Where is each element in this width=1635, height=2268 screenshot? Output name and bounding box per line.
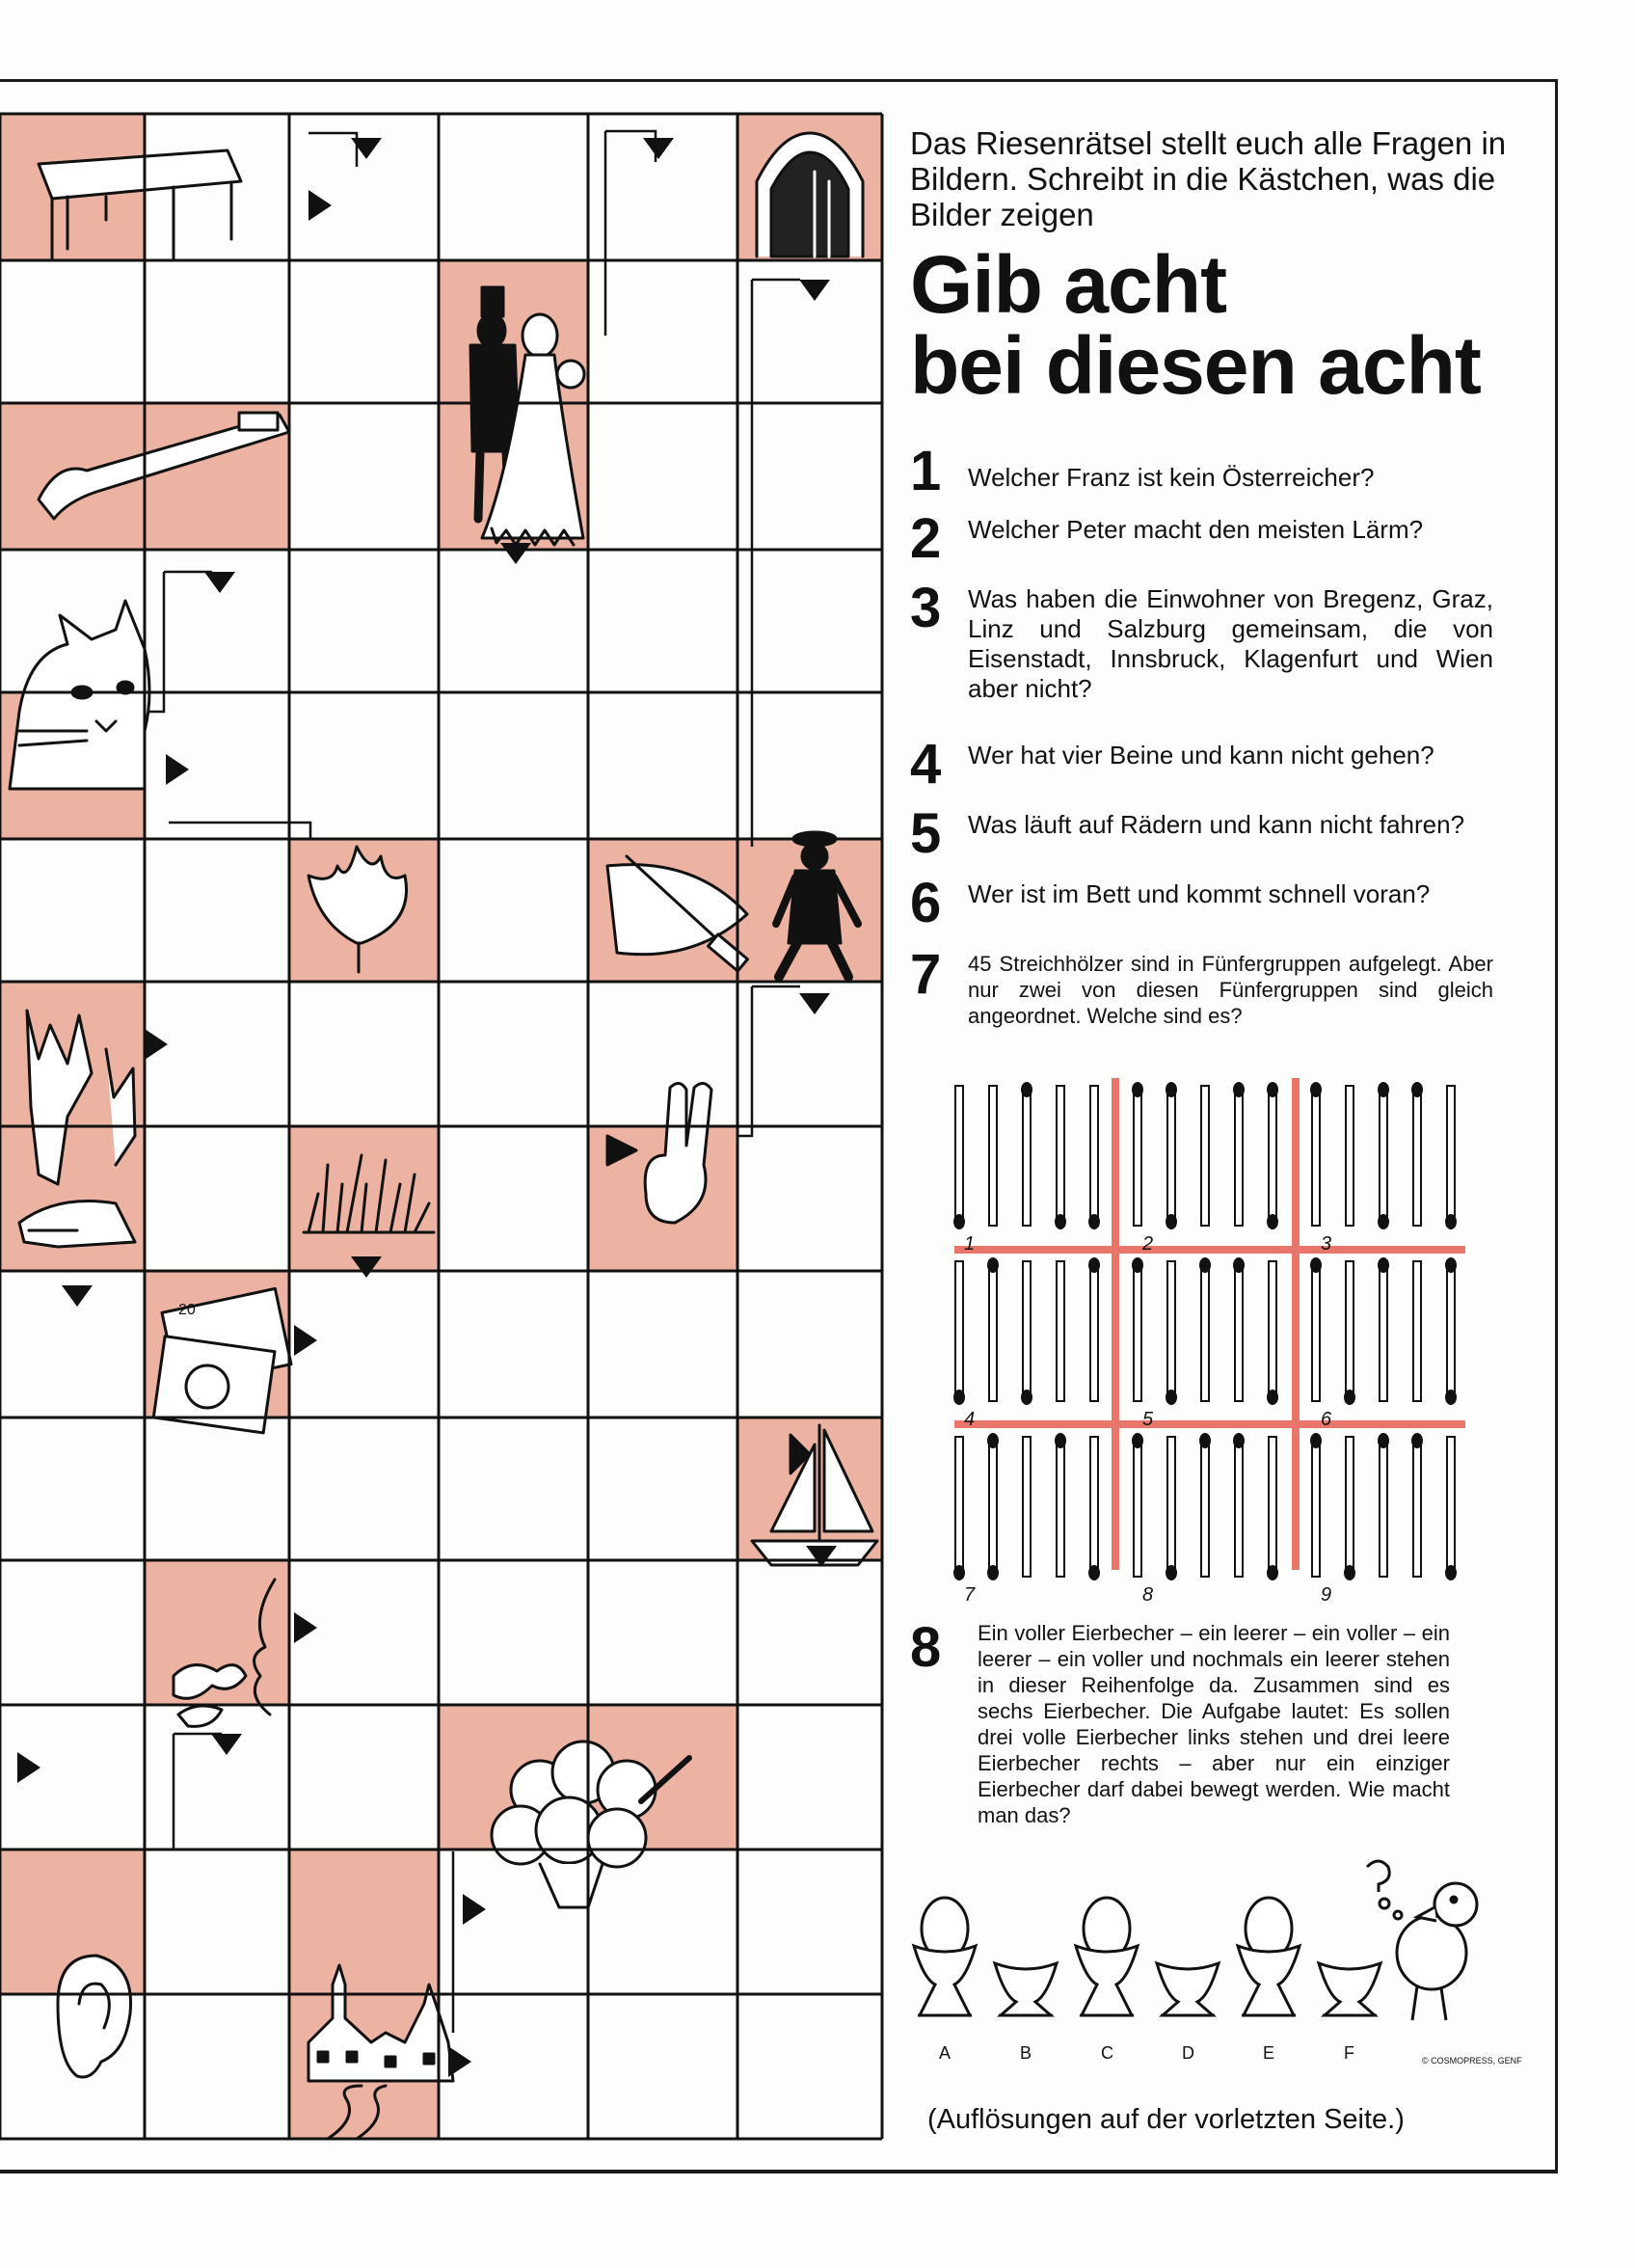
group-label: 4 xyxy=(964,1409,976,1430)
clue-arrow xyxy=(799,993,830,1014)
text-column xyxy=(910,125,1527,411)
matchstick xyxy=(955,1261,963,1401)
match-head xyxy=(1132,1082,1143,1097)
match-head xyxy=(1267,1082,1278,1097)
divider xyxy=(954,1420,1465,1428)
clue-arrow xyxy=(294,1325,317,1356)
clue-arrow xyxy=(500,543,531,564)
credit: © COSMOPRESS, GENF xyxy=(1422,2056,1522,2066)
match-head xyxy=(1166,1082,1177,1097)
group-label: 2 xyxy=(1142,1233,1154,1255)
clue-arrow xyxy=(211,1734,242,1755)
match-head xyxy=(1445,1257,1457,1273)
matchstick xyxy=(1134,1261,1141,1401)
matchstick xyxy=(1057,1261,1064,1401)
question-number: 8 xyxy=(910,1616,942,1679)
matchstick xyxy=(1134,1086,1141,1226)
match-head xyxy=(1310,1433,1322,1448)
egg-cup-E xyxy=(1238,1898,1300,2063)
matchstick xyxy=(989,1437,997,1577)
match-head xyxy=(953,1214,965,1229)
matchstick xyxy=(1057,1086,1064,1226)
matchstick xyxy=(989,1261,997,1401)
matchstick xyxy=(955,1086,963,1226)
matchstick xyxy=(989,1086,997,1226)
match-head xyxy=(1199,1257,1211,1273)
egg-cup-B xyxy=(995,1963,1057,2063)
match-head xyxy=(1088,1214,1100,1229)
matchstick xyxy=(955,1437,963,1577)
matchstick xyxy=(1090,1437,1098,1577)
egg-cup-label: D xyxy=(1182,2043,1194,2063)
matchstick xyxy=(1090,1086,1098,1226)
match-head xyxy=(953,1390,965,1405)
intro-text: Das Riesenrätsel stellt euch alle Fragen in Bildern. Schreibt in die Kästchen, was die Bilder zeigen xyxy=(910,125,1507,232)
egg-cup-label: C xyxy=(1101,2043,1113,2063)
clue-line xyxy=(308,133,357,167)
match-head xyxy=(1445,1214,1457,1229)
bottom-rule xyxy=(0,2170,1558,2173)
clue-arrow xyxy=(204,572,235,593)
question-text: Ein voller Eierbecher – ein leerer – ein voller – ein leerer – ein voller und nochmals ein leerer stehen in dieser Reihenfolge da. Zusammen sind es sechs Eierbecher. Die Aufgabe lautet: Es sollen drei volle Eierbecher links stehen und drei leere Eierbecher rechts – aber nur ein einziger Eierbecher darf dabei bewegt werden. Wie macht man das? xyxy=(978,1621,1450,1827)
match-head xyxy=(1267,1214,1278,1229)
matchstick xyxy=(1269,1261,1276,1401)
question-number: 7 xyxy=(910,943,942,1006)
match-head xyxy=(1445,1565,1457,1580)
match-head xyxy=(1310,1082,1322,1097)
group-label: 9 xyxy=(1321,1584,1332,1606)
matchstick xyxy=(1235,1437,1243,1577)
egg-cup-C xyxy=(1076,1898,1138,2063)
egg-cup-D xyxy=(1157,1963,1219,2063)
match-head xyxy=(1233,1082,1245,1097)
egg-cup-label: A xyxy=(939,2043,952,2063)
matchstick xyxy=(1413,1086,1421,1226)
question-number: 5 xyxy=(910,802,942,865)
egg-cup-label: B xyxy=(1020,2043,1032,2063)
clue-arrow xyxy=(448,2046,471,2077)
match-head xyxy=(1445,1390,1457,1405)
match-head xyxy=(953,1565,965,1580)
matchstick xyxy=(1269,1086,1276,1226)
matchstick xyxy=(1167,1437,1175,1577)
match-head xyxy=(987,1565,999,1580)
divider xyxy=(1292,1078,1300,1570)
match-head xyxy=(1378,1214,1389,1229)
matchstick xyxy=(1380,1261,1387,1401)
match-head xyxy=(1233,1433,1245,1448)
matchstick xyxy=(1167,1086,1175,1226)
match-head xyxy=(1132,1433,1143,1448)
match-head xyxy=(987,1433,999,1448)
match-head xyxy=(1166,1565,1177,1580)
match-head xyxy=(1088,1257,1100,1273)
question-number: 4 xyxy=(910,733,942,796)
matchstick xyxy=(1023,1437,1031,1577)
group-label: 8 xyxy=(1142,1584,1154,1606)
matchstick xyxy=(1312,1437,1320,1577)
clue-arrow xyxy=(17,1752,40,1783)
question-text: Was läuft auf Rädern und kann nicht fahren? xyxy=(968,810,1465,839)
clue-arrow xyxy=(166,754,189,785)
matchstick xyxy=(1201,1261,1209,1401)
egg-cup-label: F xyxy=(1344,2043,1354,2063)
match-head xyxy=(1310,1257,1322,1273)
match-head xyxy=(1055,1433,1066,1448)
match-head xyxy=(1344,1390,1355,1405)
match-head xyxy=(1055,1214,1066,1229)
divider xyxy=(954,1246,1465,1254)
group-label: 3 xyxy=(1321,1233,1332,1255)
clue-line xyxy=(605,131,656,162)
matchstick xyxy=(1447,1437,1455,1577)
matchstick-puzzle xyxy=(954,1078,1475,1606)
divider xyxy=(1112,1078,1119,1570)
match-head xyxy=(1166,1390,1177,1405)
clue-line xyxy=(737,986,752,1136)
group-label: 7 xyxy=(964,1584,976,1606)
matchstick xyxy=(1346,1261,1354,1401)
matchstick xyxy=(1023,1261,1031,1401)
ear-picture xyxy=(58,1956,131,2077)
clue-arrow xyxy=(145,1029,168,1060)
matchstick xyxy=(1023,1086,1031,1226)
question-number: 3 xyxy=(910,577,942,639)
question-text: Welcher Peter macht den meisten Lärm? xyxy=(968,515,1424,544)
match-head xyxy=(1267,1390,1278,1405)
matchstick xyxy=(1312,1261,1320,1401)
headline-line-1: Gib acht xyxy=(910,239,1227,330)
matchstick xyxy=(1090,1261,1098,1401)
match-head xyxy=(987,1257,999,1273)
match-head xyxy=(1132,1257,1143,1273)
clue-arrow xyxy=(308,190,332,221)
question-number: 6 xyxy=(910,872,942,934)
match-head xyxy=(1088,1565,1100,1580)
clue-arrow xyxy=(62,1285,93,1307)
crossword-grid xyxy=(0,114,897,2148)
match-head xyxy=(1378,1433,1389,1448)
matchstick xyxy=(1312,1086,1320,1226)
matchstick xyxy=(1134,1437,1141,1577)
match-head xyxy=(1021,1390,1032,1405)
match-head xyxy=(1411,1082,1423,1097)
matchstick xyxy=(1346,1086,1354,1226)
question-text: Wer ist im Bett und kommt schnell voran? xyxy=(968,879,1431,908)
group-label: 1 xyxy=(964,1233,976,1255)
svg-text:20: 20 xyxy=(178,1302,196,1318)
question-number: 1 xyxy=(910,440,942,502)
question-text: Wer hat vier Beine und kann nicht gehen? xyxy=(968,741,1434,770)
match-head xyxy=(1378,1082,1389,1097)
matchstick xyxy=(1413,1261,1421,1401)
headline xyxy=(910,239,1527,411)
match-head xyxy=(1411,1433,1423,1448)
egg-cup-label: E xyxy=(1263,2043,1275,2063)
match-head xyxy=(1267,1565,1278,1580)
matchstick xyxy=(1269,1437,1276,1577)
egg-cup-F xyxy=(1319,1963,1380,2063)
match-head xyxy=(1166,1214,1177,1229)
matchstick xyxy=(1201,1086,1209,1226)
question-number: 2 xyxy=(910,507,942,570)
matchstick xyxy=(1201,1437,1209,1577)
question-text: Was haben die Einwohner von Bregenz, Graz, Linz und Salzburg gemeinsam, die von Eisenstadt, Innsbruck, Klagenfurt und Wien aber nicht? xyxy=(968,584,1493,703)
egg-cup-puzzle xyxy=(906,1861,1523,2073)
matchstick xyxy=(1346,1437,1354,1577)
clue-arrow xyxy=(463,1894,486,1925)
chick-picture xyxy=(1367,1861,1477,2020)
clue-arrow xyxy=(799,280,830,301)
matchstick xyxy=(1235,1086,1243,1226)
matchstick xyxy=(1235,1261,1243,1401)
matchstick xyxy=(1447,1261,1455,1401)
question-text: 45 Streichhölzer sind in Fünfergruppen aufgelegt. Aber nur zwei von diesen Fünfergruppen sind gleich angeordnet. Welche sind es? xyxy=(968,952,1493,1028)
matchstick xyxy=(1413,1437,1421,1577)
matchstick xyxy=(1447,1086,1455,1226)
matchstick xyxy=(1380,1437,1387,1577)
match-head xyxy=(1344,1565,1355,1580)
group-label: 6 xyxy=(1321,1409,1332,1430)
matchstick xyxy=(1167,1261,1175,1401)
cat-picture xyxy=(10,601,149,789)
match-head xyxy=(1378,1257,1389,1273)
clue-arrow xyxy=(643,138,674,159)
headline-line-2: bei diesen acht xyxy=(910,320,1481,411)
question-text: Welcher Franz ist kein Österreicher? xyxy=(968,463,1375,492)
match-head xyxy=(1199,1433,1211,1448)
match-head xyxy=(1021,1082,1032,1097)
matchstick xyxy=(1380,1086,1387,1226)
match-head xyxy=(1233,1257,1245,1273)
solutions-note: (Auflösungen auf der vorletzten Seite.) xyxy=(927,2104,1405,2135)
group-label: 5 xyxy=(1142,1409,1154,1430)
clue-line xyxy=(149,572,164,712)
clue-arrow xyxy=(294,1612,317,1643)
egg-cup-A xyxy=(914,1898,976,2063)
matchstick xyxy=(1057,1437,1064,1577)
